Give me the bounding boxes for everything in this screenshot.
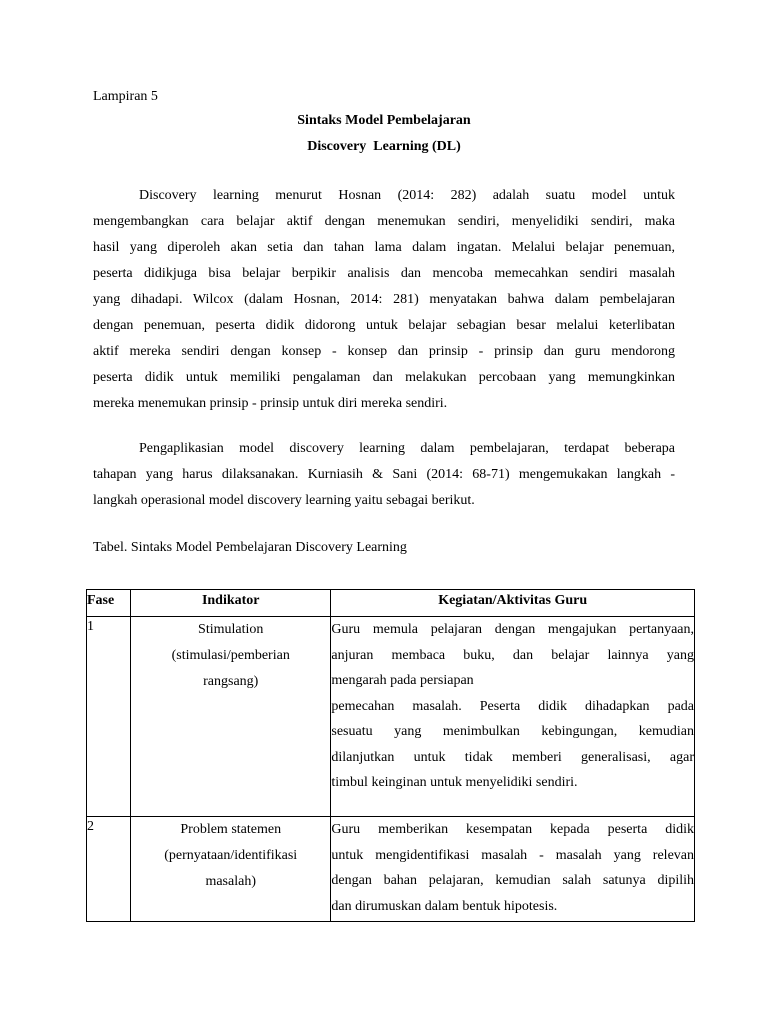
paragraph-line: yang dihadapi. Wilcox (dalam Hosnan, 2014: 281) menyatakan bahwa dalam pembelajaran: [93, 292, 675, 307]
kegiatan-line: mengarah pada persiapan: [331, 673, 474, 688]
header-kegiatan: Kegiatan/Aktivitas Guru: [331, 590, 695, 617]
kegiatan-line: anjuran membaca buku, dan belajar lainnya yang: [331, 647, 694, 663]
cell-kegiatan: [331, 817, 695, 922]
cell-kegiatan: [331, 617, 695, 817]
table-row: [87, 817, 695, 922]
paragraph-line: aktif mereka sendiri dengan konsep - konsep dan prinsip - prinsip dan guru mendorong: [93, 344, 675, 359]
paragraph-line: dengan penemuan, peserta didik didorong untuk belajar sebagian besar melalui keterlibatan: [93, 318, 675, 333]
paragraph-line: Pengaplikasian model discovery learning dalam pembelajaran, terdapat beberapa: [139, 441, 675, 456]
paragraph-line: mereka menemukan prinsip - prinsip untuk diri mereka sendiri.: [93, 396, 448, 411]
kegiatan-line: Guru memberikan kesempatan kepada peserta didik: [331, 822, 694, 837]
paragraph-line: peserta didik untuk memiliki pengalaman dan melakukan percobaan yang memungkinkan: [93, 370, 675, 385]
kegiatan-line: dilanjutkan untuk tidak memberi generalisasi, agar: [331, 749, 694, 765]
kegiatan-line: dengan bahan pelajaran, kemudian salah satunya dipilih: [331, 873, 694, 888]
document-title: Sintaks Model Pembelajaran: [297, 113, 471, 128]
kegiatan-line: Guru memula pelajaran dengan mengajukan pertanyaan,: [331, 622, 694, 637]
paragraph-discovery-learning-definition: [93, 183, 675, 417]
cell-indikator: [131, 617, 331, 817]
indikator-line: (pernyataan/identifikasi: [164, 848, 298, 863]
appendix-label: Lampiran 5: [93, 89, 158, 104]
document-subtitle: Discovery Learning (DL): [307, 139, 461, 154]
kegiatan-line: untuk mengidentifikasi masalah - masalah yang relevan: [331, 847, 694, 863]
paragraph-line: tahapan yang harus dilaksanakan. Kurniasih & Sani (2014: 68-71) mengemukakan langkah -: [93, 467, 675, 482]
cell-indikator: [131, 817, 331, 922]
indikator-line: rangsang): [203, 674, 259, 689]
paragraph-line: Discovery learning menurut Hosnan (2014: 282) adalah suatu model untuk: [139, 188, 675, 203]
cell-fase: 1: [87, 617, 131, 817]
indikator-line: Stimulation: [198, 622, 264, 637]
kegiatan-line: timbul keinginan untuk menyelidiki sendiri.: [331, 775, 578, 790]
indikator-line: (stimulasi/pemberian: [171, 648, 290, 663]
table-caption: Tabel. Sintaks Model Pembelajaran Discovery Learning: [93, 540, 407, 555]
paragraph-line: hasil yang diperoleh akan setia dan tahan lama dalam ingatan. Melalui belajar penemuan,: [93, 240, 675, 255]
header-indikator: Indikator: [131, 590, 331, 617]
kegiatan-line: pemecahan masalah. Peserta didik dihadapkan pada: [331, 698, 694, 714]
indikator-line: masalah): [205, 874, 256, 889]
paragraph-line: peserta didikjuga bisa belajar berpikir analisis dan mencoba memecahkan sendiri masalah: [93, 266, 675, 281]
kegiatan-line: sesuatu yang menimbulkan kebingungan, kemudian: [331, 724, 694, 739]
indikator-line: Problem statemen: [180, 822, 282, 837]
kegiatan-line: dan dirumuskan dalam bentuk hipotesis.: [331, 898, 558, 914]
cell-fase: 2: [87, 817, 131, 922]
header-fase: Fase: [87, 590, 131, 617]
syntax-table: [86, 589, 695, 922]
paragraph-line: langkah operasional model discovery learning yaitu sebagai berikut.: [93, 493, 475, 508]
paragraph-line: mengembangkan cara belajar aktif dengan menemukan sendiri, menyelidiki sendiri, maka: [93, 214, 675, 229]
table-row: [87, 617, 695, 817]
table-header-row: [87, 590, 695, 617]
paragraph-application-steps: [93, 436, 675, 514]
